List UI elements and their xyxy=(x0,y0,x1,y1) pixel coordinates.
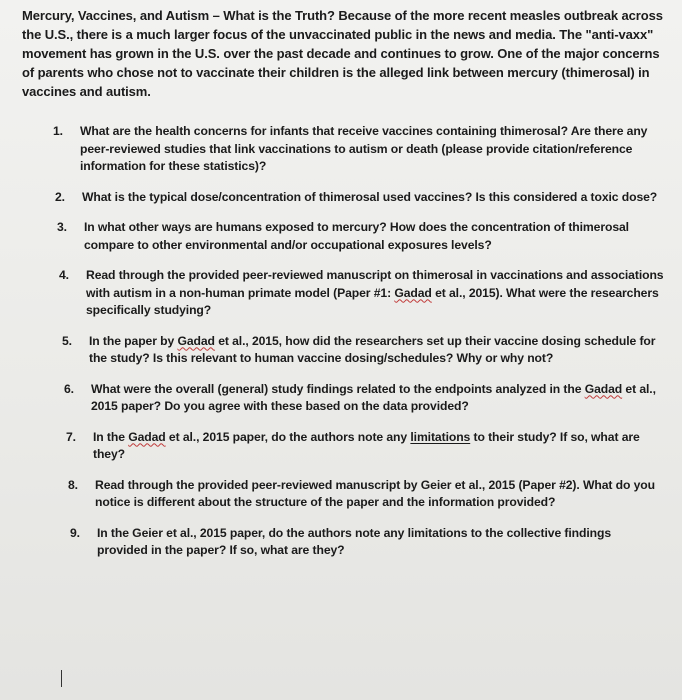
question-text: What are the health concerns for infants that receive vaccines containing thimerosal? Are there any peer-reviewed studies that link vaccinations to autism or death (please provide citation/reference information for these statistics)? xyxy=(80,124,648,173)
question-9 xyxy=(70,525,664,560)
question-5 xyxy=(62,333,664,368)
question-number: 1. xyxy=(53,124,63,138)
misspelled-word: Gadad xyxy=(128,429,166,444)
question-6 xyxy=(64,381,664,416)
misspelled-word: Gadad xyxy=(177,333,215,348)
question-text: What is the typical dose/concentration of thimerosal used vaccines? Is this considered a toxic dose? xyxy=(82,189,658,204)
question-number: 6. xyxy=(64,381,74,396)
text-cursor[interactable] xyxy=(61,670,62,687)
misspelled-word: Gadad xyxy=(584,381,623,396)
question-text: In the Geier et al., 2015 paper, do the authors note any limitations to the collective findings provided in the paper? If so, what are they? xyxy=(97,525,611,557)
question-text-end: et al., 2015 paper? Do you agree with these based on the data provided? xyxy=(91,381,656,413)
question-text-end: et al., 2015, how did the researchers set up their vaccine dosing schedule for the study? Is this relevant to human vaccine dosing/schedules? Why or why not? xyxy=(89,333,656,365)
question-text-start: Read through the provided peer-reviewed manuscript on thimerosal in vaccinations and associations with autism in a non-human primate model (Paper #1: xyxy=(86,268,664,300)
misspelled-word: Gadad xyxy=(394,285,432,300)
question-text-mid: et al., 2015 paper, do the authors note any xyxy=(165,429,411,444)
question-list xyxy=(22,123,664,560)
question-3 xyxy=(57,219,664,254)
question-2 xyxy=(55,189,664,207)
question-text: Read through the provided peer-reviewed manuscript by Geier et al., 2015 (Paper #2). What do you notice is different about the structure of the paper and the information provided? xyxy=(95,477,655,509)
question-number: 5. xyxy=(62,333,72,348)
question-number: 9. xyxy=(70,525,80,540)
intro-paragraph: Mercury, Vaccines, and Autism – What is the Truth? Because of the more recent measles outbreak across the U.S., there is a much larger focus of the unvaccinated public in the news and media. The "anti-vaxx" movement has grown in the U.S. over the past decade and continues to grow. One of the major concerns of parents who chose not to vaccinate their children is the alleged link between mercury (thimerosal) in vaccines and autism. xyxy=(22,8,663,99)
question-text-start: In the xyxy=(93,429,129,444)
question-8 xyxy=(68,477,664,512)
question-text-start: What were the overall (general) study findings related to the endpoints analyzed in the xyxy=(91,381,585,396)
question-number: 8. xyxy=(68,477,78,492)
question-text-end: to their study? If so, what are they? xyxy=(93,429,640,461)
question-text-end: et al., 2015). What were the researchers specifically studying? xyxy=(86,285,659,317)
question-number: 7. xyxy=(66,429,76,444)
question-text: In what other ways are humans exposed to mercury? How does the concentration of thimerosal compare to other environmental and/or occupational exposures levels? xyxy=(84,220,629,252)
question-number: 2. xyxy=(55,189,65,204)
question-4 xyxy=(59,267,664,320)
question-7 xyxy=(66,429,664,464)
underlined-word: limitations xyxy=(410,429,471,444)
question-1 xyxy=(53,123,664,176)
question-number: 4. xyxy=(59,268,69,282)
question-text-start: In the paper by xyxy=(89,333,178,348)
question-number: 3. xyxy=(57,220,67,234)
